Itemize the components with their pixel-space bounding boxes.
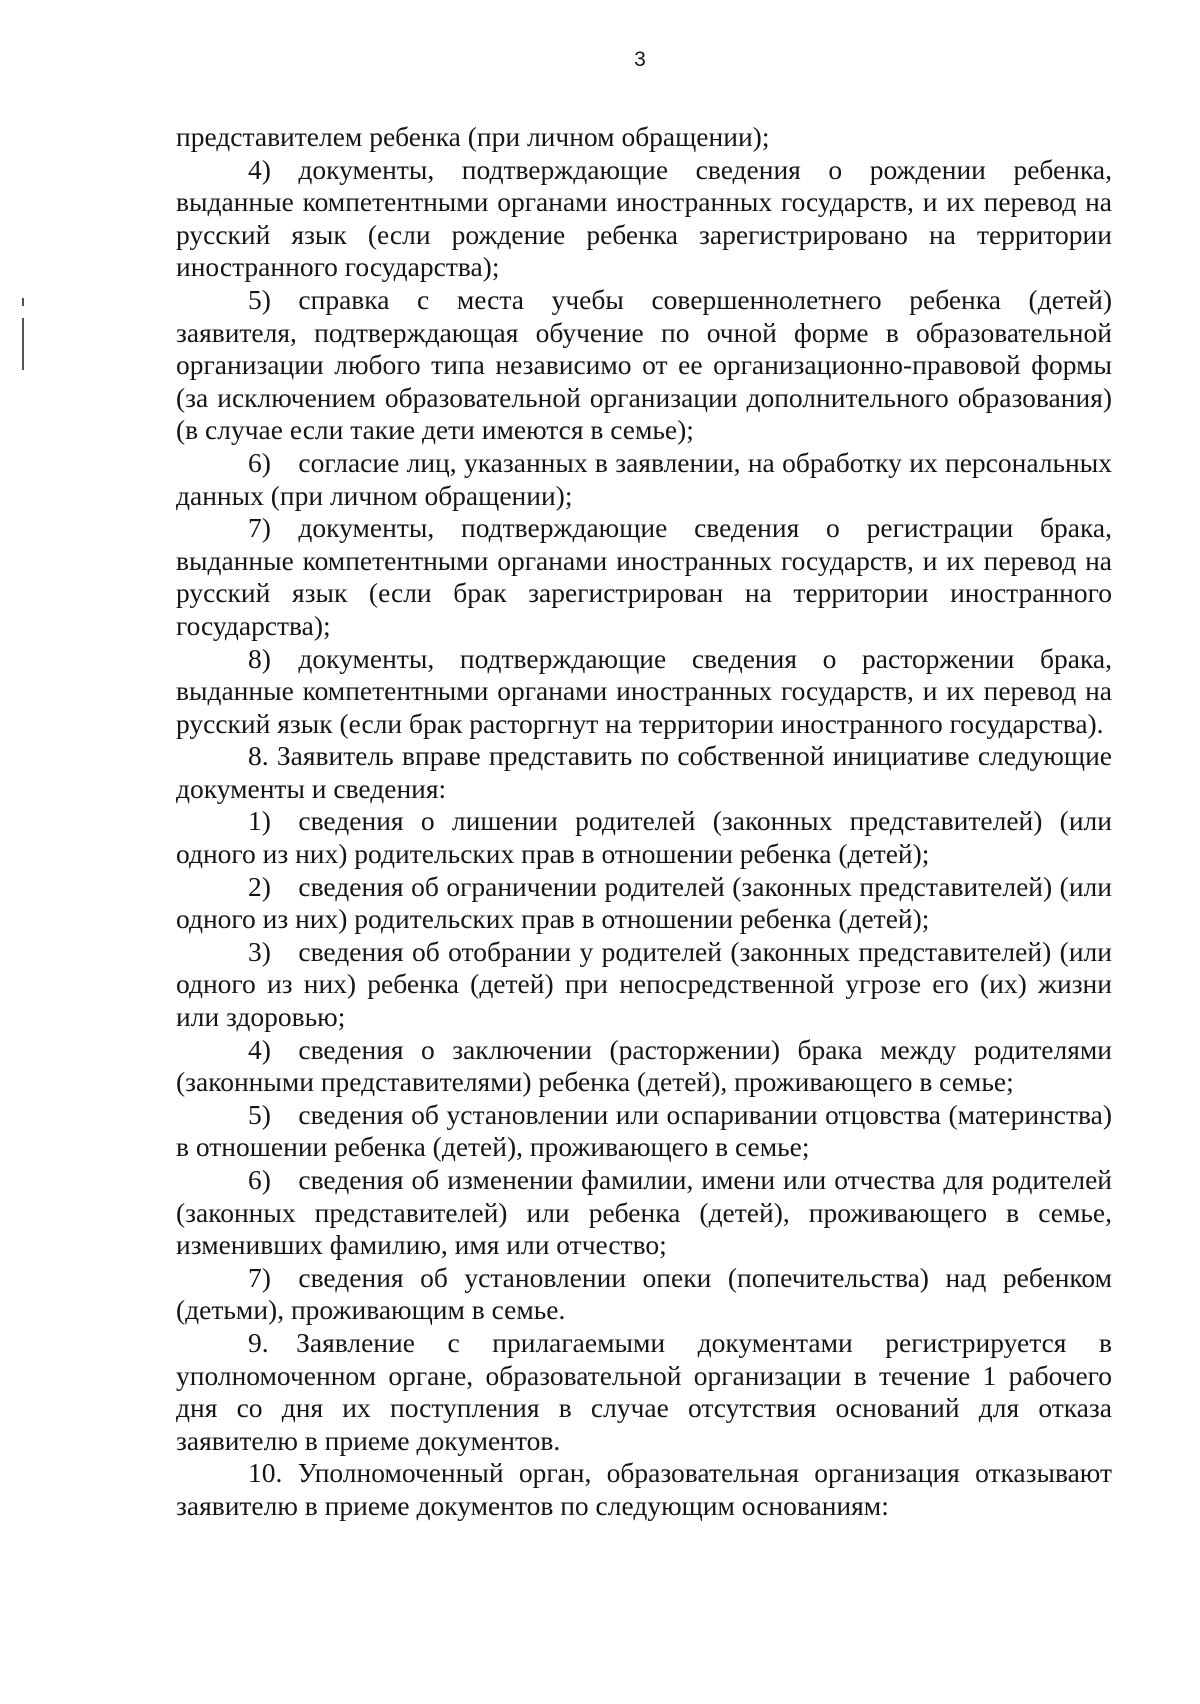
page-number: 3 xyxy=(634,48,646,71)
list-item: 3) сведения об отобрании у родителей (законных представителей) (или одного из них) ребенка (детей) при непосредственной угрозе его (их) жизни или здоровью; xyxy=(176,935,1112,1033)
list-item: 6) сведения об изменении фамилии, имени или отчества для родителей (законных представителей) или ребенка (детей), проживающего в семье, изменивших фамилию, имя или отчество; xyxy=(176,1164,1112,1261)
list-item: 2) сведения об ограничении родителей (законных представителей) (или одного из них) родительских прав в отношении ребенка (детей); xyxy=(176,870,1112,935)
list-item: 4) сведения о заключении (расторжении) брака между родителями (законными представителями) ребенка (детей), проживающего в семье; xyxy=(176,1033,1112,1098)
list-item: 5) справка с места учебы совершеннолетнего ребенка (детей) заявителя, подтверждающая обучение по очной форме в образовательной организации любого типа независимо от ее организационно-правовой формы (за исключением образовательной организации дополнительного образования) (в случае если такие дети имеются в семье); xyxy=(176,283,1112,446)
document-body xyxy=(176,121,1112,1523)
list-item: 5) сведения об установлении или оспаривании отцовства (материнства) в отношении ребенка (детей), проживающего в семье; xyxy=(176,1098,1112,1163)
list-item: 7) сведения об установлении опеки (попечительства) над ребенком (детьми), проживающим в семье. xyxy=(176,1261,1112,1326)
scan-artifact-mark xyxy=(22,318,24,370)
list-item: 1) сведения о лишении родителей (законных представителей) (или одного из них) родительских прав в отношении ребенка (детей); xyxy=(176,805,1112,870)
list-item: 8) документы, подтверждающие сведения о расторжении брака, выданные компетентными органами иностранных государств, и их перевод на русский язык (если брак расторгнут на территории иностранного государства). xyxy=(176,642,1112,739)
list-item: 7) документы, подтверждающие сведения о регистрации брака, выданные компетентными органами иностранных государств, и их перевод на русский язык (если брак зарегистрирован на территории иностранного государства); xyxy=(176,512,1112,641)
section-paragraph: 8. Заявитель вправе представить по собственной инициативе следующие документы и сведения: xyxy=(176,740,1112,804)
list-item: 6) согласие лиц, указанных в заявлении, на обработку их персональных данных (при личном обращении); xyxy=(176,446,1112,511)
list-item: 4) документы, подтверждающие сведения о рождении ребенка, выданные компетентными органами иностранных государств, и их перевод на русский язык (если рождение ребенка зарегистрировано на территории иностранного государства); xyxy=(176,153,1112,283)
scan-artifact-mark xyxy=(22,298,24,306)
section-paragraph: 9. Заявление с прилагаемыми документами регистрируется в уполномоченном органе, образовательной организации в течение 1 рабочего дня со дня их поступления в случае отсутствия оснований для отказа заявителю в приеме документов. xyxy=(176,1326,1112,1456)
paragraph: представителем ребенка (при личном обращении); xyxy=(176,121,770,152)
section-paragraph: 10. Уполномоченный орган, образовательная организация отказывают заявителю в приеме документов по следующим основаниям: xyxy=(176,1457,1112,1521)
